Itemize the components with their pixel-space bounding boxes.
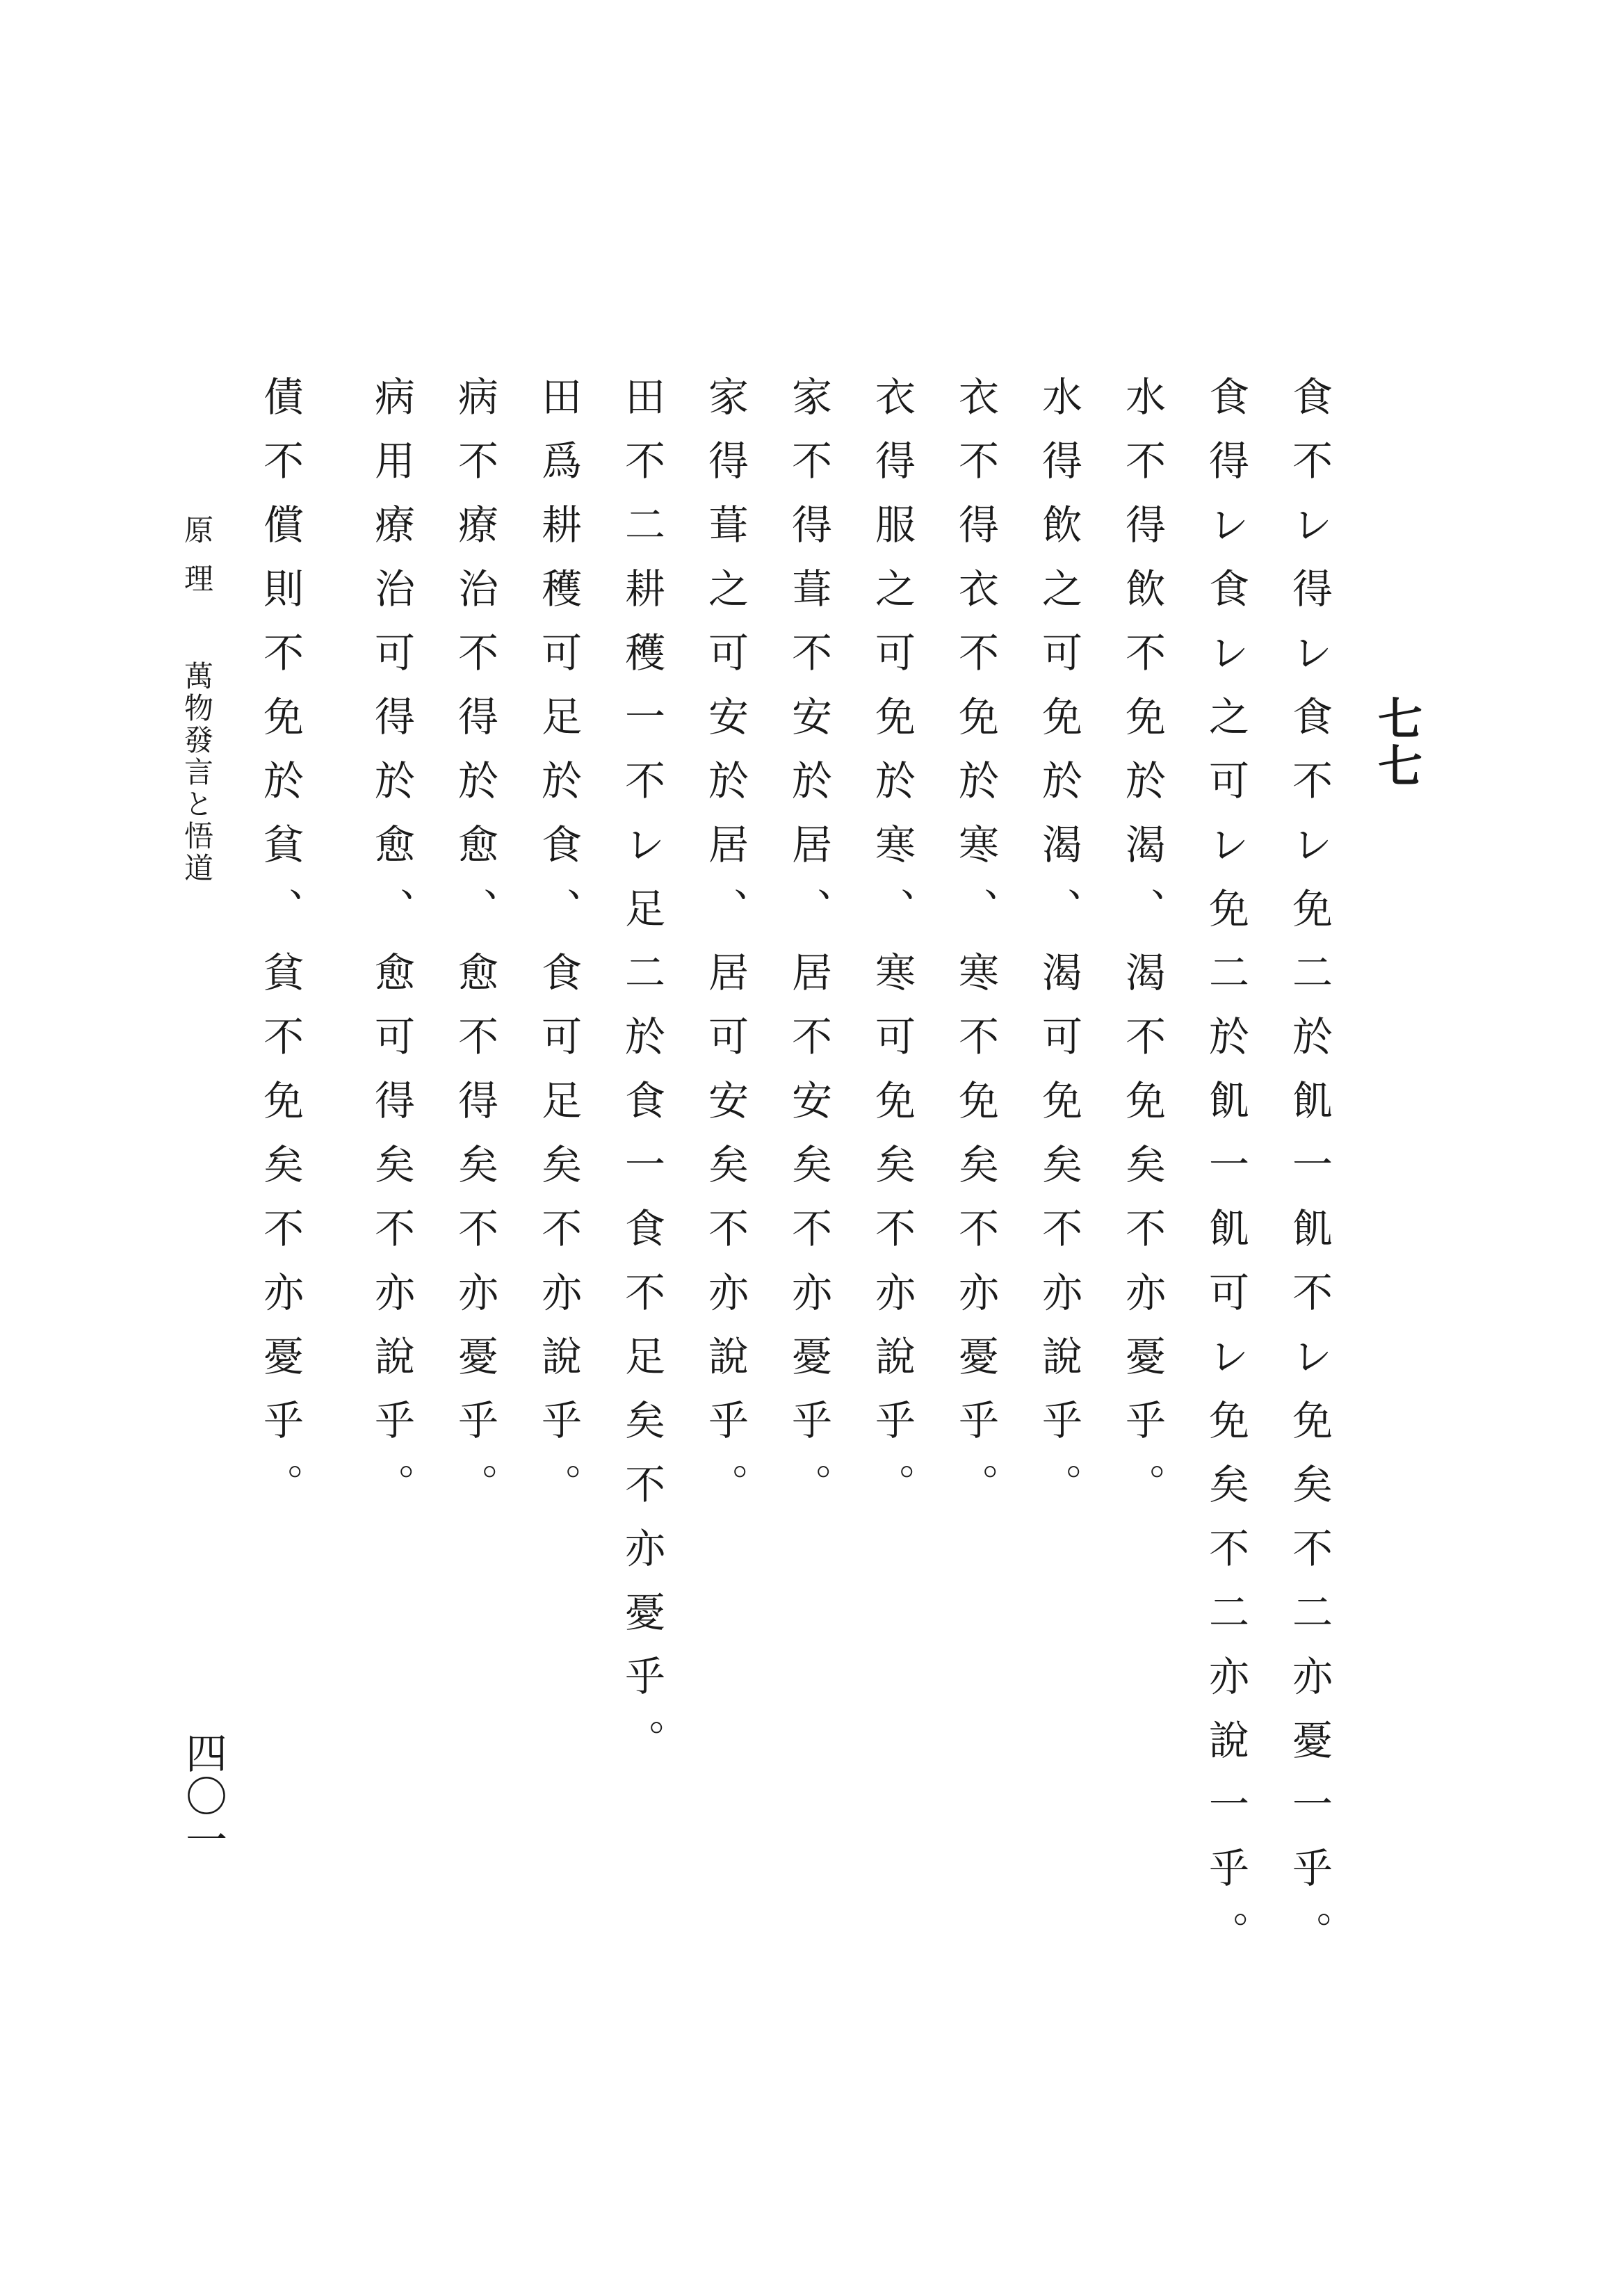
running-head	[180, 515, 214, 885]
text-line-9: 田不二耕穫一不レ足二於食一食不足矣不亦憂乎。	[618, 376, 665, 1783]
text-line-5: 衣不得衣不免於寒、寒不免矣不亦憂乎。	[952, 376, 999, 1527]
text-line-7: 家不得葺不安於居、居不安矣不亦憂乎。	[785, 376, 832, 1527]
text-line-11: 病不療治不得於愈、愈不得矣不亦憂乎。	[451, 376, 498, 1527]
text-line-6: 衣得服之可免於寒、寒可免矣不亦說乎。	[868, 376, 916, 1527]
text-line-13: 債不償則不免於貧、貧不免矣不亦憂乎。	[257, 376, 304, 1527]
text-line-4: 水得飲之可免於渴、渴可免矣不亦說乎。	[1035, 376, 1082, 1527]
text-line-10: 田爲耕穫可足於食、食可足矣不亦說乎。	[535, 376, 582, 1527]
text-line-2: 食得レ食レ之可レ免二於飢一飢可レ免矣不二亦說一乎。	[1202, 376, 1249, 1975]
text-line-12: 病用療治可得於愈、愈可得矣不亦說乎。	[368, 376, 415, 1527]
text-line-1: 食不レ得レ食不レ免二於飢一飢不レ免矣不二亦憂一乎。	[1285, 376, 1333, 1975]
running-head-title: 萬物發言と悟道	[180, 661, 214, 885]
running-head-section: 原理	[180, 515, 214, 612]
page-number: 四〇一	[179, 1732, 227, 1861]
text-line-8: 家得葺之可安於居、居可安矣不亦說乎。	[701, 376, 749, 1527]
text-line-3: 水不得飲不免於渴、渴不免矣不亦憂乎。	[1119, 376, 1166, 1527]
section-number: 七七	[1370, 695, 1422, 790]
